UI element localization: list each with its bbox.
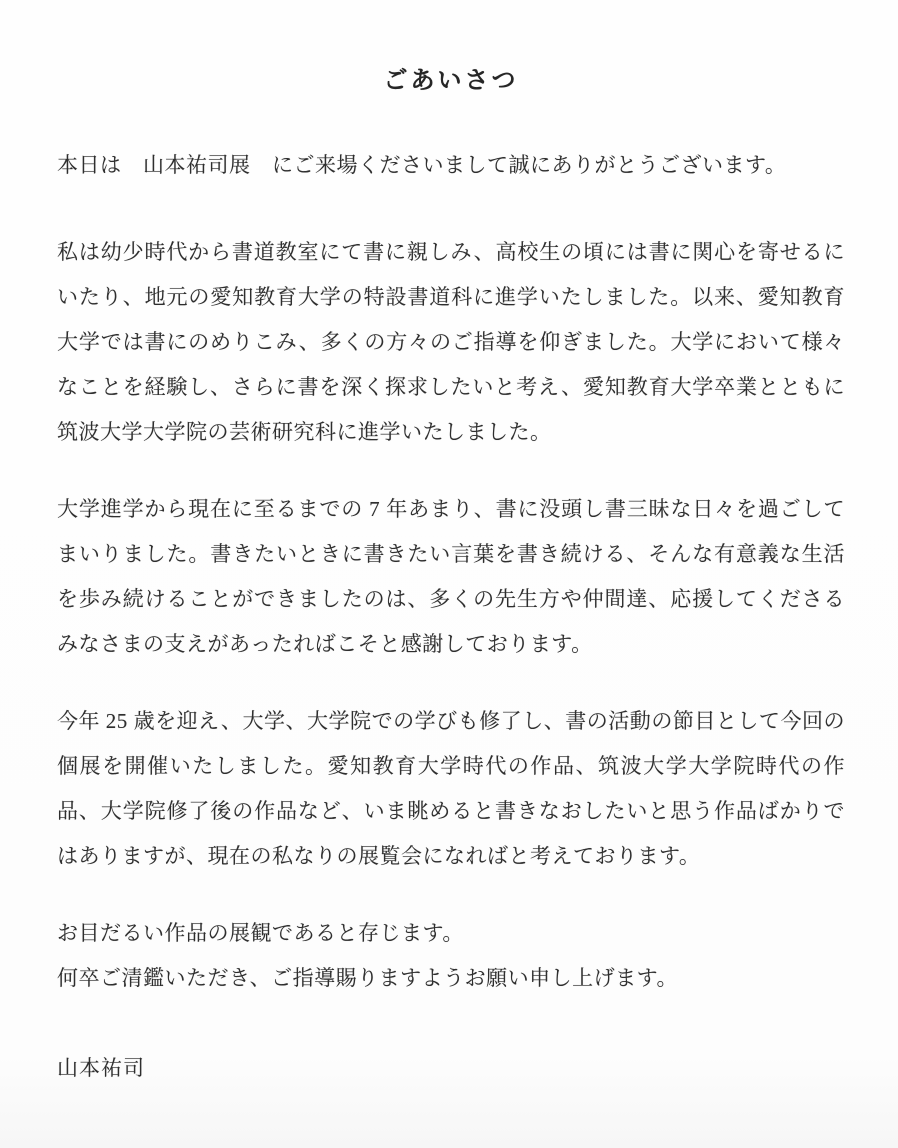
closing-line: 何卒ご清鑑いただき、ご指導賜りますようお願い申し上げます。 bbox=[57, 966, 678, 990]
closing-block bbox=[57, 911, 845, 1001]
page-title: ごあいさつ bbox=[383, 68, 519, 94]
closing-line: お目だるい作品の展観であると存じます。 bbox=[57, 921, 464, 945]
body-paragraph: 今年 25 歳を迎え、大学、大学院での学びも修了し、書の活動の節目として今回の個展を開催いたしました。愛知教育大学時代の作品、筑波大学大学院時代の作品、大学院修了後の作品など、いま眺めると書きなおしたいと思う作品ばかりではありますが、現在の私なりの展覧会になればと考えております。 bbox=[57, 709, 845, 868]
greeting-paragraph: 本日は 山本祐司展 にご来場くださいまして誠にありがとうございます。 bbox=[57, 153, 787, 177]
body-paragraph: 私は幼少時代から書道教室にて書に親しみ、高校生の頃には書に関心を寄せるにいたり、地元の愛知教育大学の特設書道科に進学いたしました。以来、愛知教育大学では書にのめりこみ、多くの方々のご指導を仰ぎました。大学において様々なことを経験し、さらに書を深く探求したいと考え、愛知教育大学卒業とともに筑波大学大学院の芸術研究科に進学いたしました。 bbox=[57, 240, 845, 444]
signature: 山本祐司 bbox=[57, 1056, 145, 1080]
body-paragraph: 大学進学から現在に至るまでの 7 年あまり、書に没頭し書三昧な日々を過ごしてまいりました。書きたいときに書きたい言葉を書き続ける、そんな有意義な生活を歩み続けることができましたのは、多くの先生方や仲間達、応援してくださるみなさまの支えがあったればこそと感謝しております。 bbox=[57, 497, 845, 656]
